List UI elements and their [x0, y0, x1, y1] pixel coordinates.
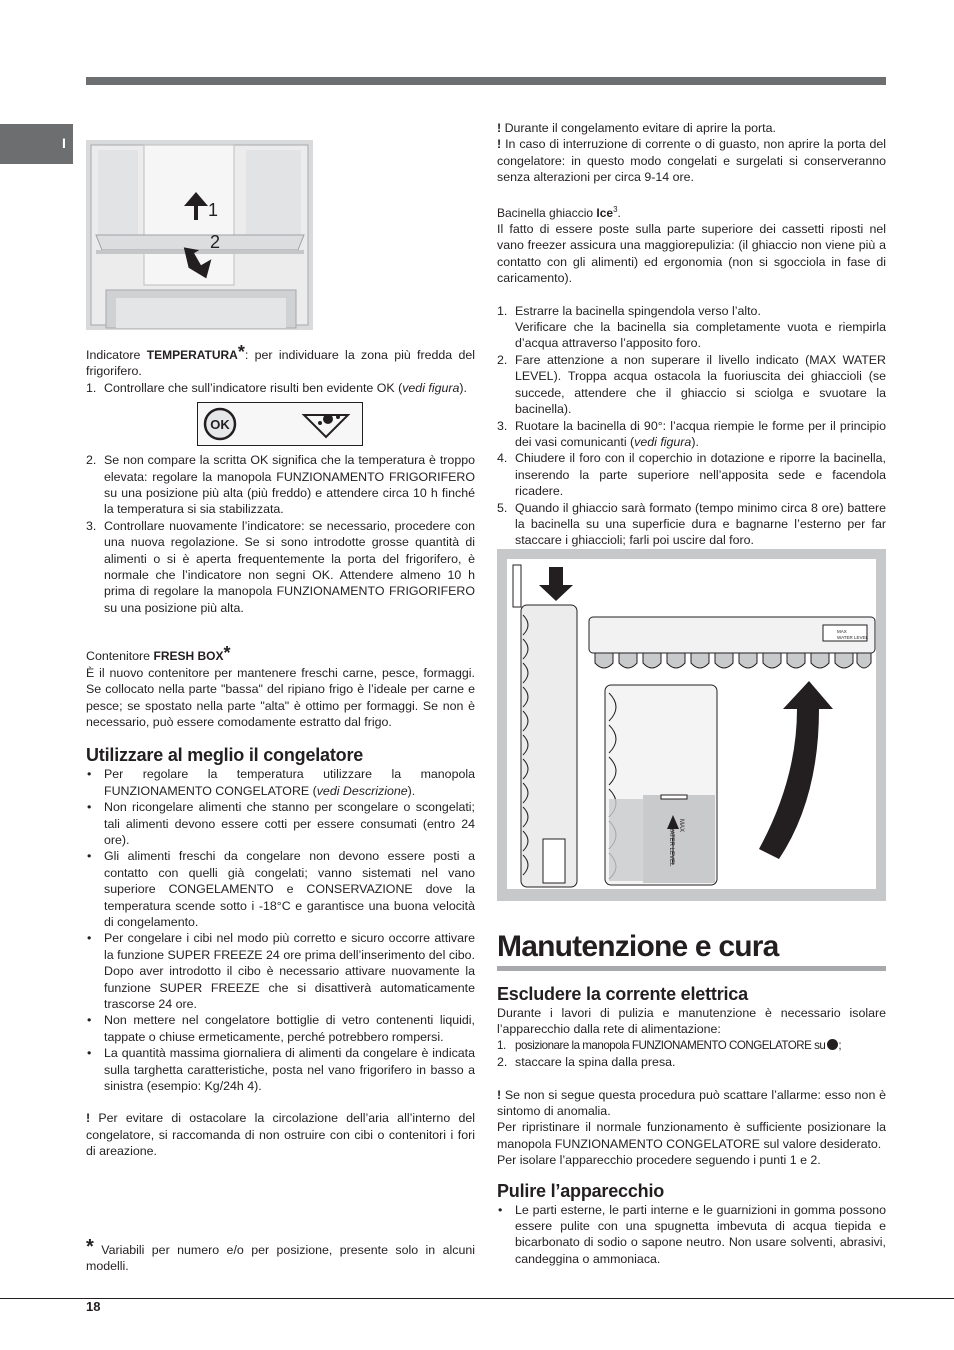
congelatore-list [86, 766, 475, 1094]
list-item: 1. Controllare che sull’indicatore risulti ben evidente OK (vedi figura). [86, 380, 467, 395]
ice-intro: Il fatto di essere poste sulla parte superiore dei cassetti riposti nel vano freezer assicura una maggiorepulizia: (il ghiaccio non viene più a contatto con gli alimenti) ed ergonomia (non si sgocciola in fase di caricamento). [497, 222, 886, 286]
list-item: 3. Ruotare la bacinella di 90°: l’acqua riempie le forme per il principio dei vasi comunicanti (vedi figura). [497, 418, 886, 449]
footnote: * Variabili per numero e/o per posizione, presente solo in alcuni modelli. [86, 1236, 475, 1274]
right-column [497, 120, 886, 549]
list-item: • Non mettere nel congelatore bottiglie di vetro contenenti liquidi, tappate o chiuse ermeticamente, perché potrebbero rompersi. [87, 1013, 475, 1044]
manutenzione-section [497, 930, 886, 1267]
corrente-steps [497, 1038, 886, 1071]
temperature-indicator-figure [197, 402, 363, 446]
list-item: • Per congelare i cibi nel modo più corretto e sicuro occorre attivare la funzione SUPER FREEZE 24 ore prima dell’inserimento del cibo. Dopo aver introdotto il cibo è necessario attivare nuovamente la funzione SUPER FREEZE che si disattiverà automaticamente trascorse 24 ore. [87, 931, 475, 1011]
temperatura-intro: Indicatore TEMPERATURA*: per individuare la zona più fredda del frigorifero. [86, 342, 476, 379]
list-item: 1. Estrarre la bacinella spingendola verso l’alto. Verificare che la bacinella sia completamente vuota e riempirla d’acqua attraverso l’apposito foro. [497, 303, 886, 351]
freezer-warning-2: ! In caso di interruzione di corrente o di guasto, non aprire la porta del congelatore: in questo modo congelati e surgelati si conserveranno senza alterazioni per circa 9-14 ore. [497, 137, 886, 185]
header-rule [86, 77, 886, 85]
isolate-note: Per isolare l’apparecchio procedere seguendo i punti 1 e 2. [497, 1153, 821, 1168]
max-label: MAX [678, 819, 684, 833]
temperatura-steps-cont [86, 452, 475, 616]
language-tab: I [0, 124, 73, 164]
list-item: 3. Controllare nuovamente l’indicatore: se necessario, procedere con una nuova regolazione. Se si sono introdotte grosse quantità di alimenti o si è aperta frequentemente la porta del frigorifero, è normale che l’indicatore non segni OK. Attendere almeno 10 h prima di regolare la manopola FUNZIONAMENTO FRIGORIFERO su una posizione più alta. [86, 518, 475, 615]
page-number: 18 [86, 1299, 101, 1314]
footer-rule [0, 1298, 954, 1299]
water-level-label: WATER LEVEL [668, 825, 674, 867]
list-item: • Gli alimenti freschi da congelare non devono essere posti a contatto con quelli già congelati; vanno sistemati nel vano superiore CONGELAMENTO e CONSERVAZIONE dove la temperatura scende sotto i -18°C e garantisce una buona velocità di congelamento. [87, 849, 475, 929]
restore-note: Per ripristinare il normale funzionamento è sufficiente posizionare la manopola FUNZIONAMENTO CONGELATORE sul valore desiderato. [497, 1120, 886, 1151]
temperatura-steps [86, 380, 475, 396]
corrente-title: Escludere la corrente elettrica [497, 984, 748, 1004]
ice-heading: Bacinella ghiaccio Ice$^3$. [497, 204, 621, 220]
pulire-list [497, 1202, 886, 1268]
ok-label: OK [210, 417, 230, 433]
ice-steps [497, 303, 886, 549]
congelatore-title: Utilizzare al meglio il congelatore [86, 745, 364, 766]
freshbox-text: È il nuovo contenitore per mantenere freschi carne, pesce, formaggi. Se collocato nella parte "bassa" del ripiano frigo è l’ideale per carne e pesce; se spostato nella parte "alta" è ottimo per formaggi. Se non è necessario, può essere comodamente estratto dal frigo. [86, 665, 475, 729]
max-label-top: MAX [837, 629, 847, 634]
list-item: 1. posizionare la manopola FUNZIONAMENTO CONGELATORE su ; [497, 1038, 842, 1052]
step-2-label: 2 [210, 232, 221, 252]
step-1-label: 1 [208, 200, 219, 220]
water-level-label-top: WATER LEVEL [837, 635, 869, 640]
ice-tray-figure [497, 549, 886, 901]
list-item: • Non ricongelare alimenti che stanno per scongelare o scongelati; tali alimenti devono essere cotti per essere consumati (entro 24 ore). [87, 800, 475, 847]
pulire-title: Pulire l’apparecchio [497, 1180, 665, 1201]
list-item: 4. Chiudere il foro con il coperchio in dotazione e riporre la bacinella, inserendo la parte superiore nell’apposita sede e facendola ricadere. [497, 451, 886, 499]
list-item: 2. Fare attenzione a non superare il livello indicato (MAX WATER LEVEL). Troppa acqua ostacola la fuoriuscita dei ghiaccioli (se succede, attendere che il ghiaccio si sciolga e svuotare la bacinella). [497, 352, 886, 417]
list-item: • La quantità massima giornaliera di alimenti da congelare è indicata sulla targhetta caratteristiche, posta nel vano frigorifero in basso a sinistra (esempio: Kg/24h 4). [87, 1046, 475, 1094]
off-position-icon [827, 1039, 838, 1050]
congelatore-warning: ! Per evitare di ostacolare la circolazione dell’aria all’interno del congelatore, si raccomanda di non ostruire con cibi o contenitori i fori di areazione. [86, 1111, 475, 1159]
freshbox-heading: Contenitore FRESH BOX* [86, 643, 231, 664]
corrente-intro: Durante i lavori di pulizia e manutenzione è necessario isolare l’apparecchio dalla rete di alimentazione: [497, 1006, 886, 1037]
left-column [86, 342, 476, 1160]
alarm-note: ! Se non si segue questa procedura può scattare l’allarme: esso non è sintomo di anomalia. [497, 1087, 886, 1119]
page-title: Manutenzione e cura [497, 930, 779, 963]
shelf-removal-figure [86, 140, 313, 330]
list-item: 2. Se non compare la scritta OK significa che la temperatura è troppo elevata: regolare la manopola FUNZIONAMENTO FRIGORIFERO su una posizione più alta (più freddo) e attendere circa 10 h finché la temperatura si sia stabilizzata. [86, 453, 475, 517]
list-item: • Per regolare la temperatura utilizzare la manopola FUNZIONAMENTO CONGELATORE (vedi Descrizione). [87, 767, 475, 798]
freezer-warning-1: ! Durante il congelamento evitare di aprire la porta. [497, 121, 776, 135]
list-item: 2. staccare la spina dalla presa. [497, 1055, 676, 1070]
list-item: • Le parti esterne, le parti interne e le guarnizioni in gomma possono essere pulite con una spugnetta imbevuta di acqua tiepida e bicarbonato di sodio o sapone neutro. Non usare solventi, abrasivi, candeggina o ammoniaca. [498, 1202, 886, 1266]
list-item: 5. Quando il ghiaccio sarà formato (tempo minimo circa 8 ore) battere la bacinella su una superficie dura e bagnarne l’esterno per far staccare i ghiaccioli; farli poi uscire dal foro. [497, 500, 886, 548]
